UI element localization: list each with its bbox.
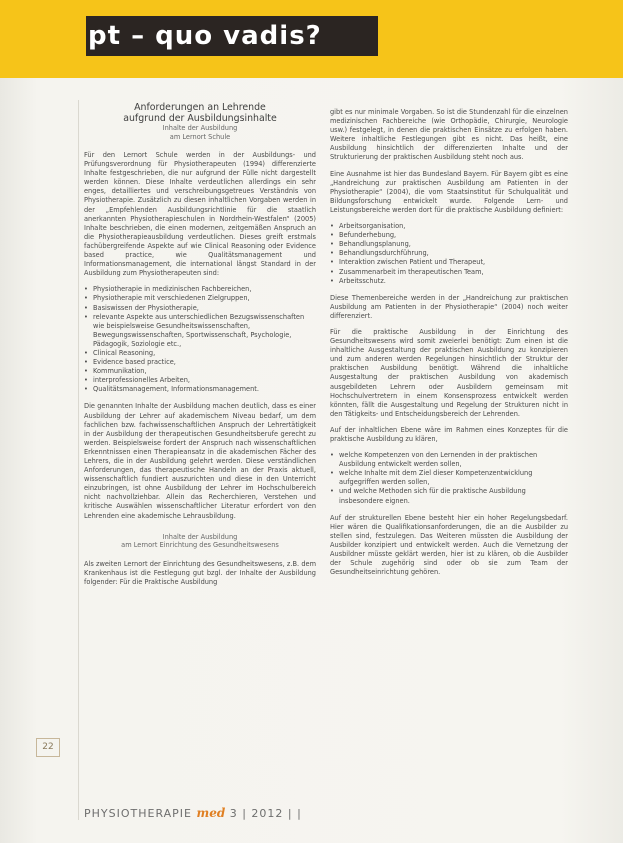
- journal-logo-med: med: [196, 806, 226, 820]
- paragraph: gibt es nur minimale Vorgaben. So ist die Stundenzahl für die einzelnen medizinischen Fachbereiche (wie Orthopädie, Chirurgie, Neurologie usw.) festgelegt, in denen die praktischen Einsätze zu erfolgen haben. Weitere inhaltliche Festlegungen gibt es nicht. Das heißt, eine Ausbildung hinsichtlich der differenzierten Inhalte und der Strukturierung der praktischen Ausbildung steht noch aus.: [330, 108, 568, 162]
- column-rule: [78, 100, 79, 820]
- list-item: • relevante Aspekte aus unterschiedlichen Bezugswissenschaften wie beispielsweise Gesundheitswissenschaften, Bewegungswissenschaften, Sportwissenschaft, Psychologie, Pädagogik, Soziologie etc.,: [84, 313, 316, 349]
- page-number: 22: [36, 738, 60, 757]
- list-item: • Evidence based practice,: [84, 358, 316, 367]
- left-column: [84, 102, 316, 594]
- bullet-list: [330, 222, 568, 286]
- list-item: • Qualitätsmanagement, Informationsmanagement.: [84, 385, 316, 394]
- list-item: • Arbeitsschutz.: [330, 277, 568, 286]
- list-item: • Arbeitsorganisation,: [330, 222, 568, 231]
- paragraph: Für den Lernort Schule werden in der Ausbildungs- und Prüfungsverordnung für Physiotherapeuten (1994) differenzierte Inhalte festgeschrieben, die nur aufgrund der Fülle nicht dargestellt werden können. Diese Inhalte verdeutlichen allerdings ein sehr enges, detailliertes und verschreibungsgetreues Verständnis von Physiotherapie. Zusätzlich zu diesen inhaltlichen Vorgaben werden in der „Empfehlenden Ausbildungsrichtlinie für die staatlich anerkannten Physiotherapieschulen in Nordrhein-Westfalen“ (2005) Inhalte beschrieben, die einen modernen, zeitgemäßen Anspruch an die Physiotherapieausbildung verdeutlichen. Dieses greift erstmals fachübergreifende Aspekte auf wie Clinical Reasoning oder Evidence based practice, wie Qualitätsmanagement und Informationsmanagement, die international längst Standard in der Ausbildung zum Physiotherapeuten sind:: [84, 151, 316, 278]
- right-column: [330, 108, 568, 584]
- issue-number: 3 | 2012 | |: [229, 807, 302, 820]
- header-banner: [0, 0, 623, 78]
- paragraph: Für die praktische Ausbildung in der Einrichtung des Gesundheitswesens wird somit zweierlei benötigt: Zum einen ist die inhaltliche Ausgestaltung der praktischen Ausbildung zu konzipieren und zum anderen werden Regelungen hinsichtlich der Struktur der praktischen Ausbildung benötigt. Während die inhaltliche Ausgestaltung der praktischen Ausbildung von akademisch ausgebildeten Lehrern oder Ausbildern gemeinsam mit Hochschulvertretern in einem Konsensprozess entwickelt werden könnten, fällt die Ausgestaltung und Regelung der Strukturen nicht in den Tätigkeits- und Entscheidungsbereich der Lehrenden.: [330, 327, 568, 418]
- bullet-list: [330, 451, 568, 506]
- list-item: • Physiotherapie mit verschiedenen Zielgruppen,: [84, 294, 316, 303]
- footer: [84, 806, 302, 822]
- list-item: • Kommunikation,: [84, 367, 316, 376]
- paragraph: Die genannten Inhalte der Ausbildung machen deutlich, dass es einer Ausbildung der Lehrer auf akademischem Niveau bedarf, um dem fachlichen bzw. fachwissenschaftlichen Anspruch der Lehrertätigkeit in der Ausbildung der therapeutischen Gesundheitsberufe gerecht zu werden. Beispielsweise fordert der Anspruch nach wissenschaftlichen Erkenntnissen einen Therapieansatz in die akademischen Fächer des Lehrers, die in der Ausbildung gelehrt werden. Diese verständlichen Anforderungen, das therapeutische Handeln an der Praxis aktuell, wissenschaftlich fundiert auszurichten und diese in den Unterricht einzubringen, ist ohne Ausbildung der Lehrer im Hochschulbereich nicht nachvollziehbar. Allein das Recherchieren, Verstehen und kritische Auswählen wissenschaftlicher Literatur erfordert von den Lehrenden eine akademische Lehrausbildung.: [84, 402, 316, 520]
- list-item: • Behandlungsdurchführung,: [330, 249, 568, 258]
- list-item: • Interaktion zwischen Patient und Therapeut,: [330, 258, 568, 267]
- list-item: • interprofessionelles Arbeiten,: [84, 376, 316, 385]
- section-subtitle-line1: Inhalte der Ausbildung: [162, 124, 238, 132]
- section-title-line2: aufgrund der Ausbildungsinhalte: [123, 113, 277, 124]
- bullet-list: [84, 285, 316, 394]
- list-item: • und welche Methoden sich für die praktische Ausbildung insbesondere eignen.: [330, 487, 568, 505]
- section-subtitle-line1: Inhalte der Ausbildung: [162, 532, 238, 541]
- list-item: • Zusammenarbeit im therapeutischen Team,: [330, 268, 568, 277]
- section-subtitle-line2: am Lernort Schule: [169, 132, 231, 141]
- journal-name: PHYSIOTHERAPIE: [84, 807, 192, 820]
- paragraph: Auf der inhaltlichen Ebene wäre im Rahmen eines Konzeptes für die praktische Ausbildung zu klären,: [330, 425, 568, 443]
- section-heading: [84, 533, 316, 550]
- section-subtitle-line2: am Lernort Einrichtung des Gesundheitswesens: [121, 541, 279, 550]
- paragraph: Eine Ausnahme ist hier das Bundesland Bayern. Für Bayern gibt es eine „Handreichung zur praktischen Ausbildung am Patienten in der Physiotherapie“ (2004), die vom Staatsinstitut für Schulqualität und Bildungsforschung entwickelt wurde. Folgende Lern- und Leistungsbereiche werden dort für die praktische Ausbildung definiert:: [330, 169, 568, 214]
- paragraph: Als zweiten Lernort der Einrichtung des Gesundheitswesens, z.B. dem Krankenhaus ist die Festlegung gut bzgl. der Inhalte der Ausbildung folgender: Für die Praktische Ausbildung: [84, 559, 316, 586]
- list-item: • Physiotherapie in medizinischen Fachbereichen,: [84, 285, 316, 294]
- list-item: • Befunderhebung,: [330, 231, 568, 240]
- list-item: • Clinical Reasoning,: [84, 349, 316, 358]
- paragraph: Auf der strukturellen Ebene besteht hier ein hoher Regelungsbedarf. Hier wären die Qualifikationsanforderungen, die an die Ausbilder zu stellen sind, festzulegen. Das Weiteren müssten die Ausbildung der Ausbilder konzipiert und entwickelt werden. Auch die Vernetzung der Ausbildner müsste geklärt werden, hier ist zu klären, ob die Ausbilder der Schule zugehörig sind oder ob sie zum Team der Gesundheitseinrichtung gehören.: [330, 513, 568, 577]
- list-item: • welche Kompetenzen von den Lernenden in der praktischen Ausbildung entwickelt werden sollen,: [330, 451, 568, 469]
- section-title-line1: Anforderungen an Lehrende: [134, 102, 266, 113]
- list-item: • welche Inhalte mit dem Ziel dieser Kompetenzentwicklung aufgegriffen werden sollen,: [330, 469, 568, 487]
- section-heading: [84, 102, 316, 141]
- paragraph: Diese Themenbereiche werden in der „Handreichung zur praktischen Ausbildung am Patienten in der Physiotherapie“ (2004) noch weiter differenziert.: [330, 293, 568, 320]
- page-title: pt – quo vadis?: [86, 16, 378, 56]
- list-item: • Behandlungsplanung,: [330, 240, 568, 249]
- list-item: • Basiswissen der Physiotherapie,: [84, 304, 316, 313]
